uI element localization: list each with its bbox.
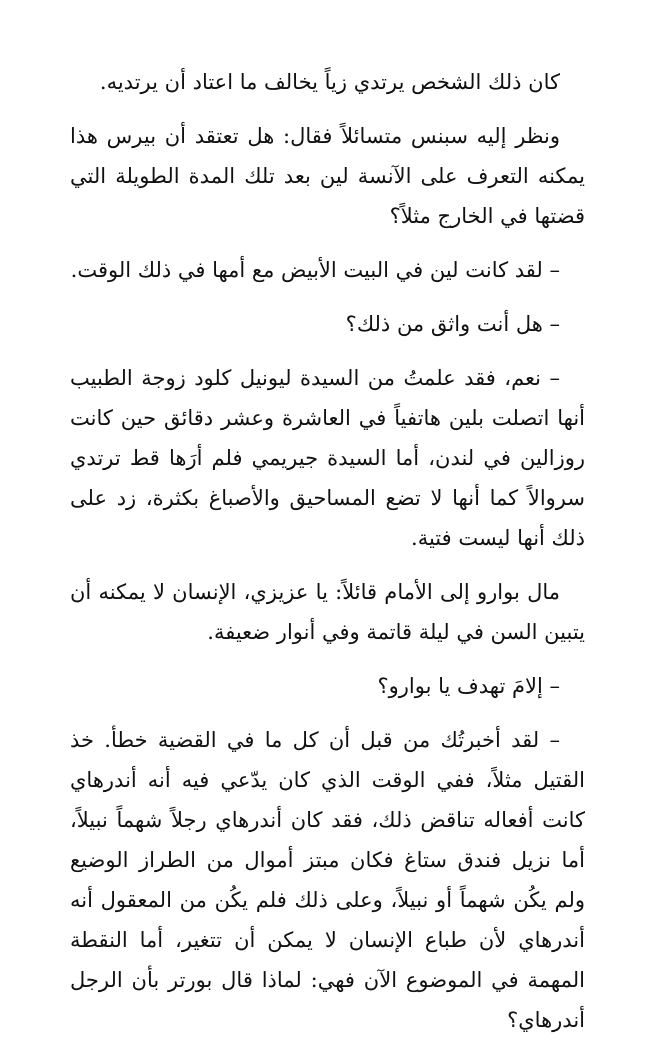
paragraph-1: كان ذلك الشخص يرتدي زياً يخالف ما اعتاد أن يرتديه.: [99, 70, 560, 94]
paragraph-8: – لقد أخبرتُك من قبل أن كل ما في القضية خطأ. خذ القتيل مثلاً، ففي الوقت الذي كان يدّعي فيه أنه أندرهاي كانت أفعاله تناقض ذلك، فقد كان أندرهاي رجلاً شهماً نبيلاً، أما نزيل فندق ستاغ فكان مبتز أموال من الطراز الوضيع ولم يكُن شهماً أو نبيلاً، وعلى ذلك فلم يكُن من المعقول أنه أندرهاي لأن طباع الإنسان لا يمكن أن تتغير، أما النقطة المهمة في الموضوع الآن فهي: لماذا قال بورتر بأن الرجل أندرهاي؟: [70, 728, 585, 1032]
paragraph-3: – لقد كانت لين في البيت الأبيض مع أمها في ذلك الوقت.: [70, 258, 560, 282]
paragraph-5: – نعم، فقد علمتُ من السيدة ليونيل كلود زوجة الطبيب أنها اتصلت بلين هاتفياً في العاشرة وعشر دقائق حين كانت روزالين في لندن، أما السيدة جيريمي فلم أرَها قط ترتدي سروالاً كما أنها لا تضع المساحيق والأصباغ بكثرة، زد على ذلك أنها ليست فتية.: [70, 366, 585, 550]
paragraph-6: مال بوارو إلى الأمام قائلاً: يا عزيزي، الإنسان لا يمكنه أن يتبين السن في ليلة قاتمة وفي أنوار ضعيفة.: [70, 580, 585, 644]
paragraph-7: – إلامَ تهدف يا بوارو؟: [377, 674, 560, 698]
paragraph-2: ونظر إليه سبنس متسائلاً فقال: هل تعتقد أن بيرس هذا يمكنه التعرف على الآنسة لين بعد تلك المدة الطويلة التي قضتها في الخارج مثلاً؟: [70, 124, 585, 228]
text-column: [70, 62, 585, 1054]
paragraph-4: – هل أنت واثق من ذلك؟: [345, 312, 560, 336]
